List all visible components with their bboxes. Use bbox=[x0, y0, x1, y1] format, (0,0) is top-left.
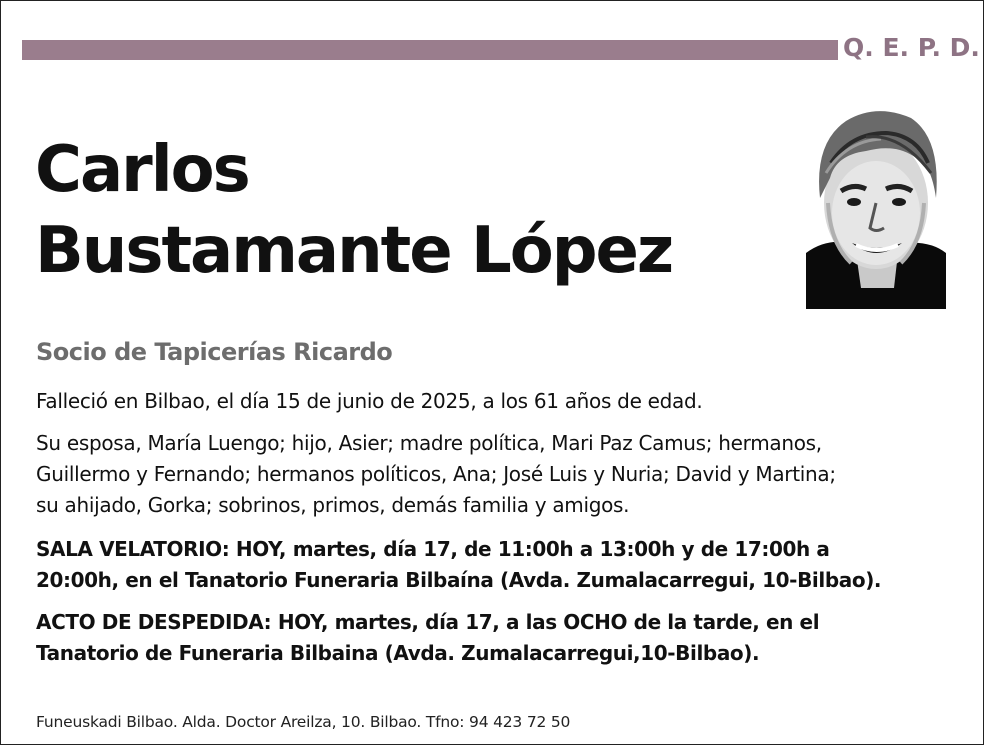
wake-paragraph bbox=[36, 534, 966, 596]
family-line: su ahijado, Gorka; sobrinos, primos, demás familia y amigos. bbox=[36, 493, 630, 517]
wake-line: 20:00h, en el Tanatorio Funeraria Bilbaína (Avda. Zumalacarregui, 10-Bilbao). bbox=[36, 568, 882, 592]
farewell-line: Tanatorio de Funeraria Bilbaina (Avda. Zumalacarregui,10-Bilbao). bbox=[36, 641, 760, 665]
wake-line: SALA VELATORIO: HOY, martes, día 17, de 11:00h a 13:00h y de 17:00h a bbox=[36, 537, 830, 561]
name-second-line: Bustamante López bbox=[35, 214, 673, 288]
portrait-photo bbox=[806, 103, 946, 309]
farewell-line: ACTO DE DESPEDIDA: HOY, martes, día 17, a las OCHO de la tarde, en el bbox=[36, 610, 820, 634]
funeral-home-footer: Funeuskadi Bilbao. Alda. Doctor Areilza, 10. Bilbao. Tfno: 94 423 72 50 bbox=[36, 713, 571, 731]
family-line: Guillermo y Fernando; hermanos políticos, Ana; José Luis y Nuria; David y Martina; bbox=[36, 462, 836, 486]
farewell-paragraph bbox=[36, 607, 966, 669]
deceased-role: Socio de Tapicerías Ricardo bbox=[36, 338, 393, 366]
family-line: Su esposa, María Luengo; hijo, Asier; madre política, Mari Paz Camus; hermanos, bbox=[36, 431, 822, 455]
family-paragraph bbox=[36, 428, 966, 521]
death-notice-text: Falleció en Bilbao, el día 15 de junio de 2025, a los 61 años de edad. bbox=[36, 389, 703, 413]
name-first-line: Carlos bbox=[35, 133, 249, 207]
qepd-mark: Q. E. P. D. bbox=[843, 33, 980, 62]
deceased-name bbox=[35, 130, 672, 292]
header-bar bbox=[22, 40, 838, 60]
